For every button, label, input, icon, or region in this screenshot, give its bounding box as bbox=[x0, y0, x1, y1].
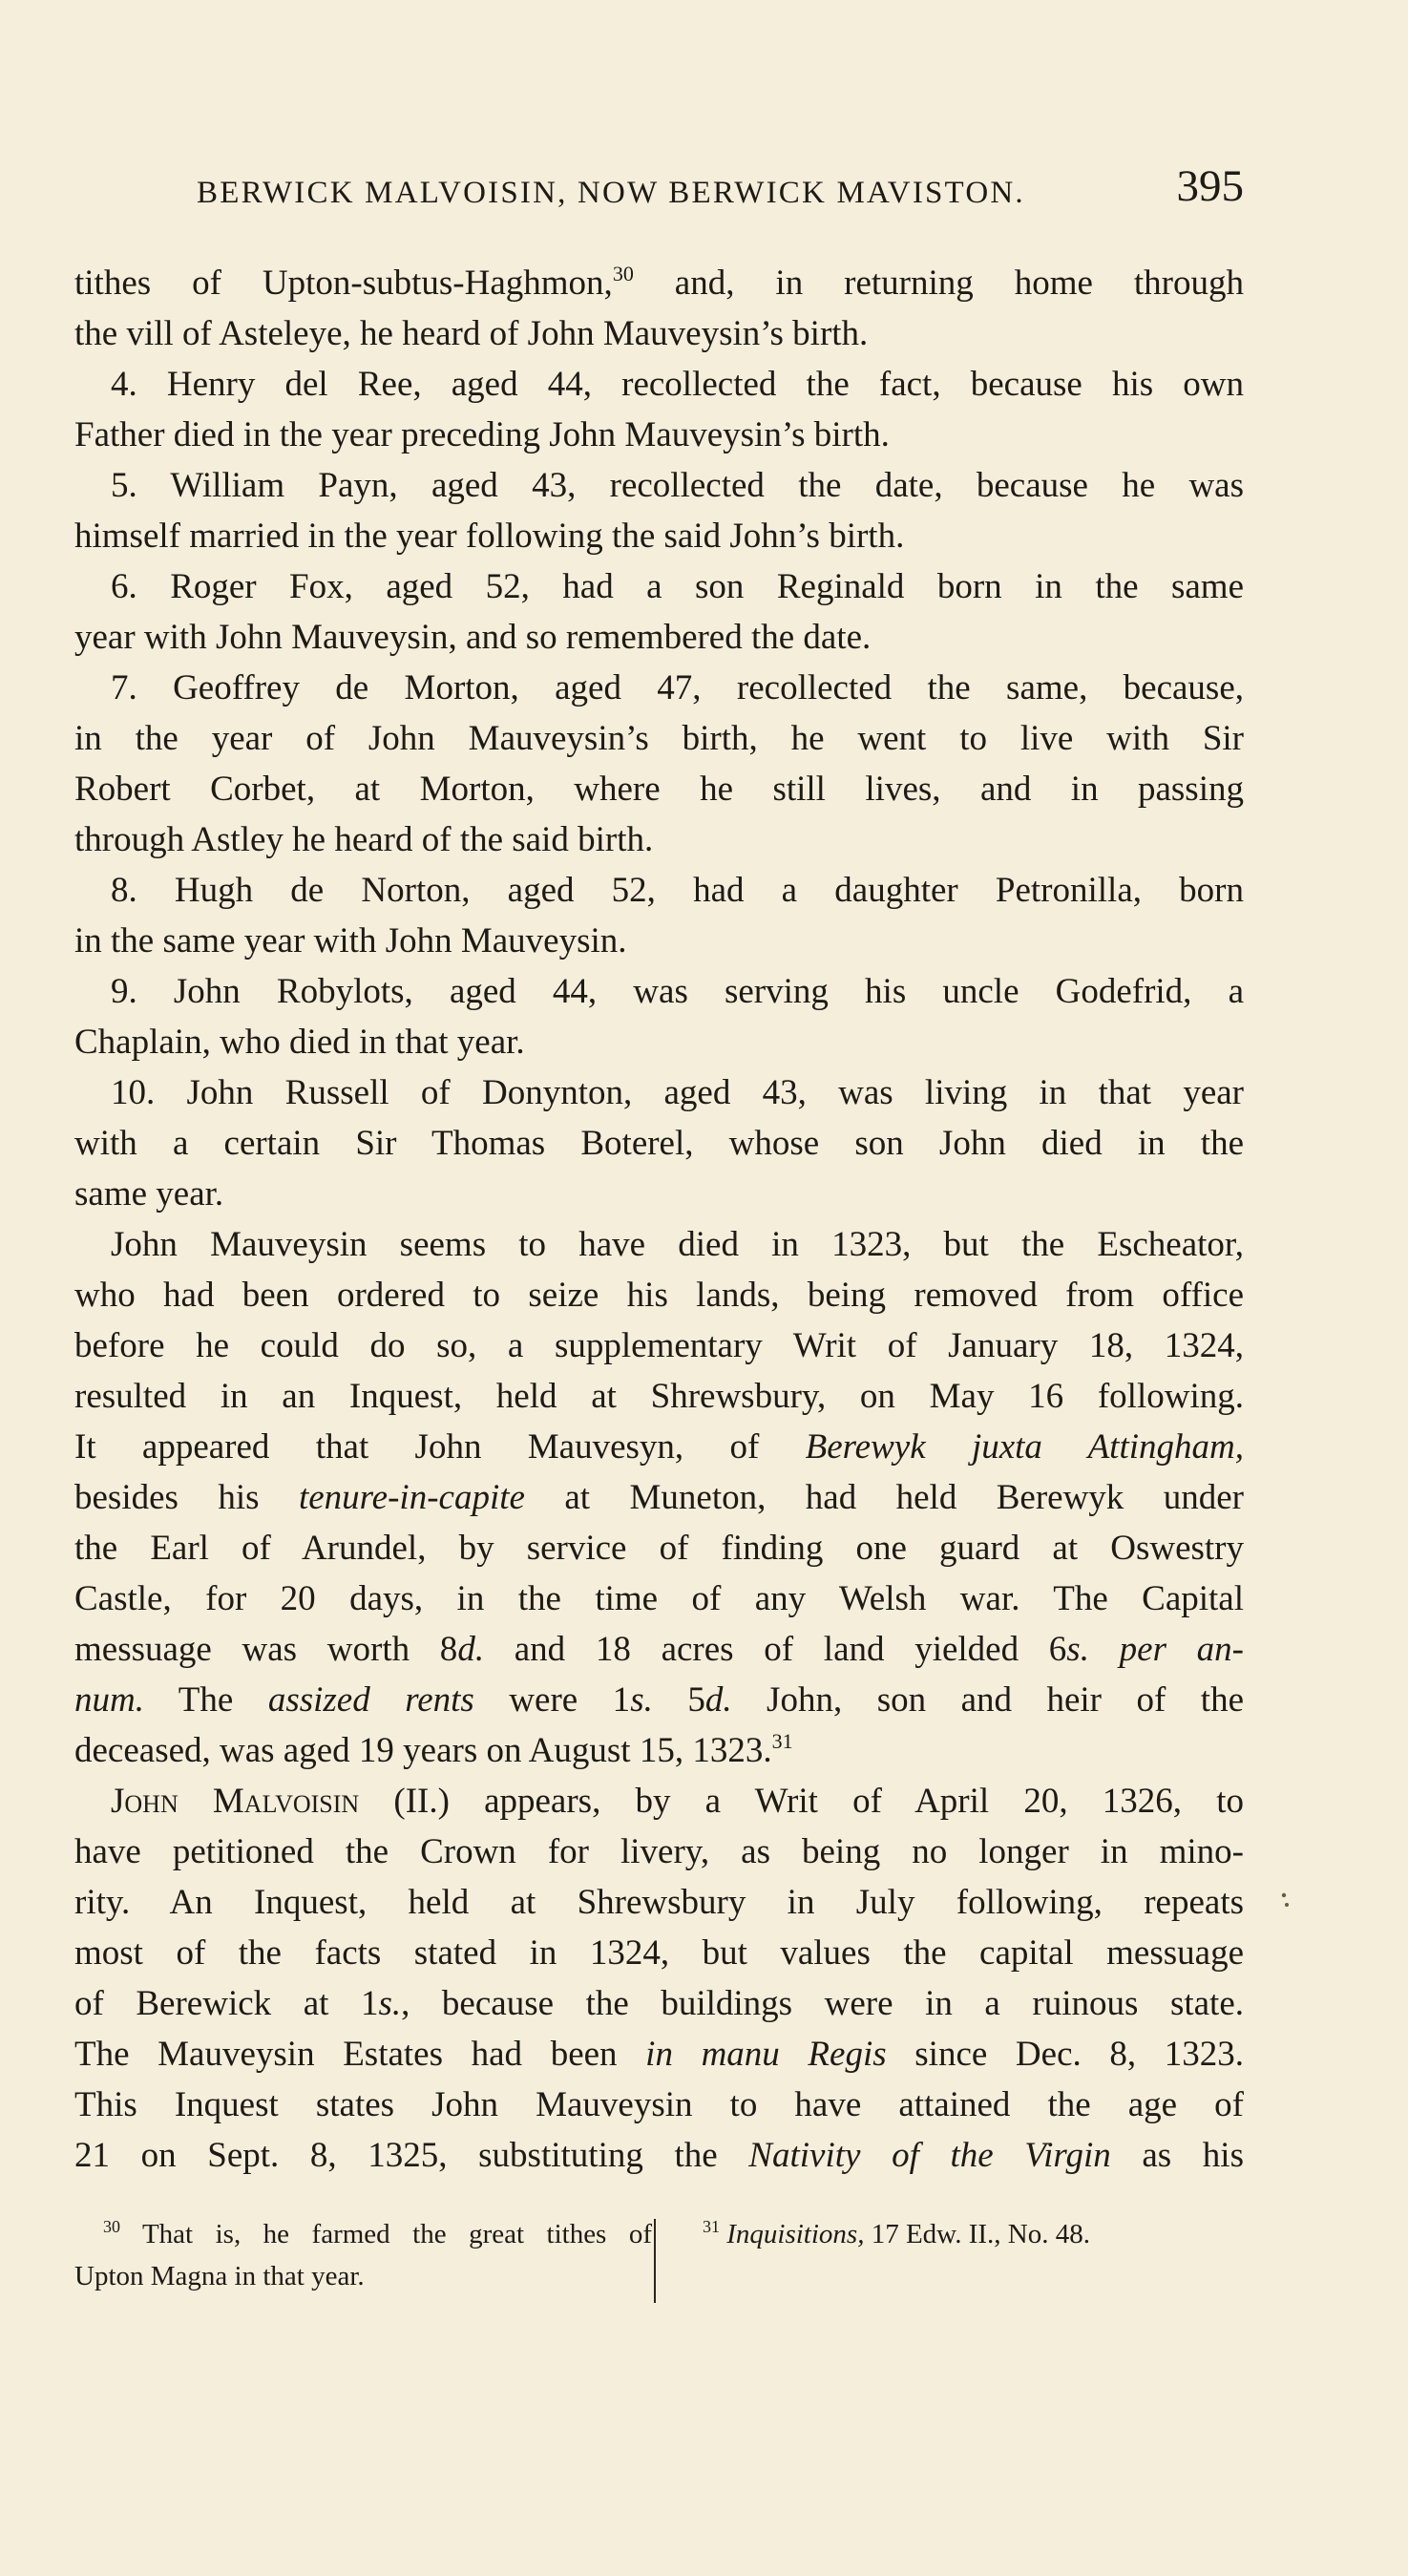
text-line bbox=[74, 1017, 1244, 1067]
margin-speck bbox=[1279, 1890, 1292, 1911]
text-run: the vill of Asteleye, he heard of John Mauveysin’s birth. bbox=[74, 314, 869, 353]
italic-text: tenure-in-capite bbox=[298, 1478, 525, 1517]
footnote-text: That is, he farmed the great tithes of bbox=[120, 2219, 652, 2249]
text-run: Robert Corbet, at Morton, where he still lives, and in passing bbox=[74, 770, 1244, 809]
text-run: Chaplain, who died in that year. bbox=[74, 1023, 525, 1062]
text-line bbox=[74, 1826, 1244, 1877]
footnote-line bbox=[74, 2213, 652, 2255]
footnote-30 bbox=[74, 2213, 652, 2297]
text-run: of Berewick at 1 bbox=[74, 1984, 379, 2023]
text-line bbox=[74, 1624, 1244, 1675]
text-line bbox=[74, 1978, 1244, 2029]
italic-text: num. bbox=[74, 1680, 144, 1720]
text-run: with a certain Sir Thomas Boterel, whose son John died in the bbox=[74, 1124, 1244, 1163]
text-line bbox=[74, 612, 1244, 663]
text-run: John Mauveysin seems to have died in 1323, but the Escheator, bbox=[111, 1225, 1244, 1264]
text-run: since Dec. 8, 1323. bbox=[886, 2035, 1244, 2074]
text-run: , because the buildings were in a ruinous state. bbox=[401, 1984, 1244, 2023]
text-line bbox=[74, 814, 1244, 865]
italic-text: s. bbox=[630, 1680, 653, 1720]
text-line bbox=[74, 1472, 1244, 1523]
text-line bbox=[74, 1118, 1244, 1169]
italic-text: Nativity of the Virgin bbox=[748, 2136, 1111, 2175]
footnote-source-title: Inquisitions, bbox=[726, 2219, 865, 2249]
text-line bbox=[74, 1169, 1244, 1219]
text-line bbox=[74, 1928, 1244, 1978]
text-run: It appeared that John Mauvesyn, of bbox=[74, 1427, 806, 1467]
text-line bbox=[74, 1219, 1244, 1270]
text-line bbox=[74, 561, 1244, 612]
text-run: resulted in an Inquest, held at Shrewsbury, on May 16 following. bbox=[74, 1377, 1244, 1416]
text-run: rity. An Inquest, held at Shrewsbury in July following, repeats bbox=[74, 1883, 1244, 1922]
text-run: 4. Henry del Ree, aged 44, recollected the fact, because his own bbox=[111, 365, 1244, 404]
text-line bbox=[74, 916, 1244, 966]
text-line bbox=[74, 258, 1244, 308]
italic-text: s. bbox=[378, 1984, 402, 2023]
text-line bbox=[74, 1320, 1244, 1371]
footnote-divider bbox=[654, 2219, 656, 2303]
text-run: year with John Mauveysin, and so remembered the date. bbox=[74, 618, 872, 657]
text-line bbox=[74, 308, 1244, 359]
text-line bbox=[74, 1270, 1244, 1320]
text-line bbox=[74, 2130, 1244, 2181]
text-line bbox=[74, 713, 1244, 764]
text-line bbox=[74, 511, 1244, 561]
text-run: 8. Hugh de Norton, aged 52, had a daughter Petronilla, born bbox=[111, 871, 1244, 910]
text-run: and 18 acres of land yielded 6 bbox=[484, 1630, 1067, 1669]
text-run: deceased, was aged 19 years on August 15, 1323. bbox=[74, 1731, 772, 1770]
footnote-text: Upton Magna in that year. bbox=[74, 2261, 365, 2291]
text-run: Father died in the year preceding John Mauveysin’s birth. bbox=[74, 415, 890, 454]
text-run: in the year of John Mauveysin’s birth, he went to live with Sir bbox=[74, 719, 1244, 758]
page-number: 395 bbox=[1176, 161, 1244, 211]
text-run: the Earl of Arundel, by service of finding one guard at Oswestry bbox=[74, 1529, 1244, 1568]
text-run: before he could do so, a supplementary Writ of January 18, 1324, bbox=[74, 1326, 1244, 1365]
italic-text: s. per an- bbox=[1066, 1630, 1244, 1669]
text-run: The Mauveysin Estates had been bbox=[74, 2035, 646, 2074]
footnote-marker: 30 bbox=[103, 2217, 120, 2236]
text-line bbox=[74, 410, 1244, 460]
italic-text: in manu Regis bbox=[645, 2035, 887, 2074]
text-run: This Inquest states John Mauveysin to have attained the age of bbox=[74, 2085, 1244, 2124]
text-line bbox=[74, 1067, 1244, 1118]
text-run: messuage was worth 8 bbox=[74, 1630, 458, 1669]
text-run: through Astley he heard of the said birth. bbox=[74, 820, 654, 859]
running-title: BERWICK MALVOISIN, NOW BERWICK MAVISTON. bbox=[197, 176, 1025, 210]
text-run: himself married in the year following the said John’s birth. bbox=[74, 517, 905, 556]
italic-text: d. bbox=[457, 1630, 485, 1669]
text-line bbox=[74, 1776, 1244, 1826]
text-run: were 1 bbox=[473, 1680, 631, 1720]
footnote-marker: 31 bbox=[703, 2217, 720, 2236]
text-line bbox=[74, 1725, 1244, 1776]
text-line bbox=[74, 663, 1244, 713]
text-run: who had been ordered to seize his lands, being removed from office bbox=[74, 1276, 1244, 1315]
text-run: Castle, for 20 days, in the time of any Welsh war. The Capital bbox=[74, 1579, 1244, 1618]
italic-text: Berewyk juxta Attingham, bbox=[805, 1427, 1244, 1467]
text-line bbox=[74, 2080, 1244, 2130]
text-run: tithes of Upton-subtus-Haghmon, bbox=[74, 264, 613, 303]
text-line bbox=[74, 1675, 1244, 1725]
footnote-reference: 30 bbox=[612, 262, 634, 285]
text-line bbox=[74, 460, 1244, 511]
text-line bbox=[74, 764, 1244, 814]
text-run: at Muneton, had held Berewyk under bbox=[524, 1478, 1244, 1517]
text-run: 5. William Payn, aged 43, recollected the date, because he was bbox=[111, 466, 1244, 505]
text-line bbox=[74, 1422, 1244, 1472]
text-run: besides his bbox=[74, 1478, 299, 1517]
text-run: John, son and heir of the bbox=[731, 1680, 1244, 1720]
text-run: 21 on Sept. 8, 1325, substituting the bbox=[74, 2136, 749, 2175]
text-run: (II.) appears, by a Writ of April 20, 1326, to bbox=[359, 1782, 1244, 1821]
text-line bbox=[74, 2029, 1244, 2080]
running-head bbox=[74, 160, 1244, 227]
italic-text: d. bbox=[704, 1680, 732, 1720]
footnote-line bbox=[74, 2255, 652, 2297]
text-run: most of the facts stated in 1324, but values the capital messuage bbox=[74, 1933, 1244, 1973]
text-line bbox=[74, 1573, 1244, 1624]
text-run: as his bbox=[1110, 2136, 1244, 2175]
footnote-31 bbox=[703, 2213, 1244, 2255]
text-run: same year. bbox=[74, 1174, 224, 1214]
text-run: 9. John Robylots, aged 44, was serving his uncle Godefrid, a bbox=[111, 972, 1244, 1011]
text-run: 10. John Russell of Donynton, aged 43, was living in that year bbox=[111, 1073, 1244, 1112]
italic-text: assized rents bbox=[267, 1680, 474, 1720]
text-run: 7. Geoffrey de Morton, aged 47, recollected the same, because, bbox=[111, 668, 1244, 707]
text-run: in the same year with John Mauveysin. bbox=[74, 921, 627, 961]
footnote-line bbox=[703, 2213, 1244, 2255]
text-run: have petitioned the Crown for livery, as being no longer in mino- bbox=[74, 1832, 1244, 1871]
small-caps-name: John Malvoisin bbox=[111, 1782, 360, 1821]
footnote-reference: 31 bbox=[771, 1729, 793, 1753]
text-line bbox=[74, 1523, 1244, 1573]
text-line bbox=[74, 966, 1244, 1017]
footnote-text: 17 Edw. II., No. 48. bbox=[864, 2219, 1090, 2249]
text-line bbox=[74, 1371, 1244, 1422]
text-line bbox=[74, 1877, 1244, 1928]
text-line bbox=[74, 865, 1244, 916]
text-run: 5 bbox=[652, 1680, 705, 1720]
text-run: 6. Roger Fox, aged 52, had a son Reginald born in the same bbox=[111, 567, 1244, 606]
text-run: The bbox=[143, 1680, 268, 1720]
text-line bbox=[74, 359, 1244, 410]
body-text bbox=[74, 258, 1244, 2181]
text-run: and, in returning home through bbox=[633, 264, 1245, 303]
